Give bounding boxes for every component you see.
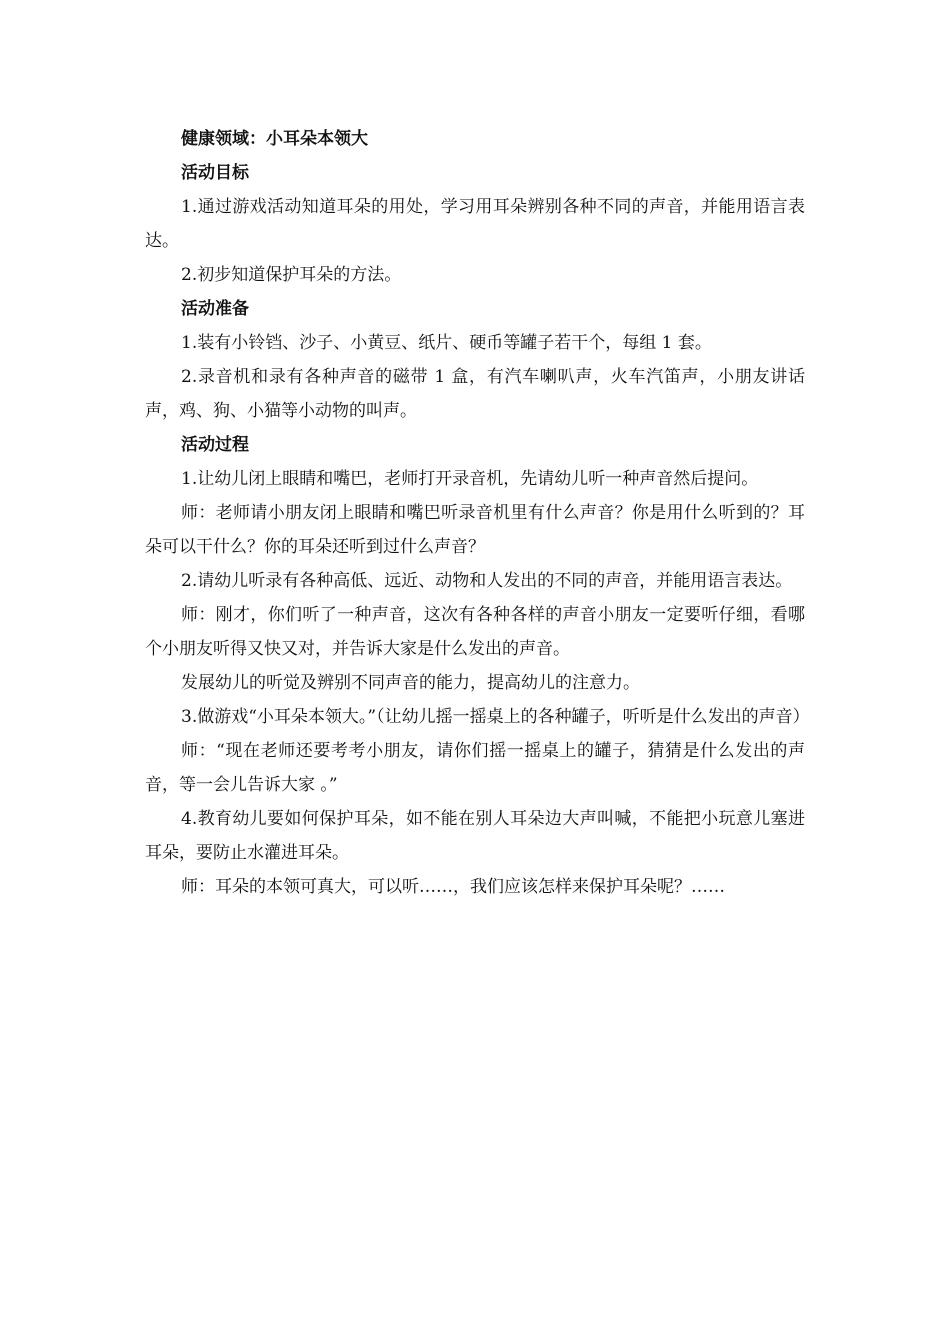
process-paragraph: 师：刚才，你们听了一种声音，这次有各种各样的声音小朋友一定要听仔细，看哪个小朋友听得又快又对，并告诉大家是什么发出的声音。 — [145, 605, 805, 659]
prep-paragraph: 2.录音机和录有各种声音的磁带 1 盒，有汽车喇叭声，火车汽笛声，小朋友讲话声，鸡、狗、小猫等小动物的叫声。 — [145, 367, 805, 421]
process-paragraph: 发展幼儿的听觉及辨别不同声音的能力，提高幼儿的注意力。 — [181, 673, 640, 693]
goal-paragraph: 2.初步知道保护耳朵的方法。 — [181, 265, 402, 285]
prep-heading: 活动准备 — [181, 299, 249, 319]
process-paragraph: 2.请幼儿听录有各种高低、远近、动物和人发出的不同的声音，并能用语言表达。 — [181, 571, 793, 591]
prep-paragraph: 1.装有小铃铛、沙子、小黄豆、纸片、硬币等罐子若干个，每组 1 套。 — [181, 333, 712, 353]
document-body — [145, 122, 810, 904]
document-title: 健康领域：小耳朵本领大 — [181, 129, 368, 149]
process-paragraph: 1.让幼儿闭上眼睛和嘴巴，老师打开录音机，先请幼儿听一种声音然后提问。 — [181, 469, 759, 489]
process-paragraph: 师：“现在老师还要考考小朋友，请你们摇一摇桌上的罐子，猜猜是什么发出的声音，等一会儿告诉大家 。” — [145, 741, 805, 795]
process-paragraph: 4.教育幼儿要如何保护耳朵，如不能在别人耳朵边大声叫喊，不能把小玩意儿塞进耳朵，要防止水灌进耳朵。 — [145, 809, 805, 863]
process-paragraph: 师：老师请小朋友闭上眼睛和嘴巴听录音机里有什么声音？你是用什么听到的？耳朵可以干什么？你的耳朵还听到过什么声音？ — [145, 503, 805, 557]
goal-paragraph: 1.通过游戏活动知道耳朵的用处，学习用耳朵辨别各种不同的声音，并能用语言表达。 — [145, 197, 805, 251]
goals-heading: 活动目标 — [181, 163, 249, 183]
process-paragraph: 师：耳朵的本领可真大，可以听……，我们应该怎样来保护耳朵呢？…… — [181, 877, 725, 897]
process-heading: 活动过程 — [181, 435, 249, 455]
process-paragraph: 3.做游戏“小耳朵本领大。”（让幼儿摇一摇桌上的各种罐子，听听是什么发出的声音） — [181, 707, 810, 727]
